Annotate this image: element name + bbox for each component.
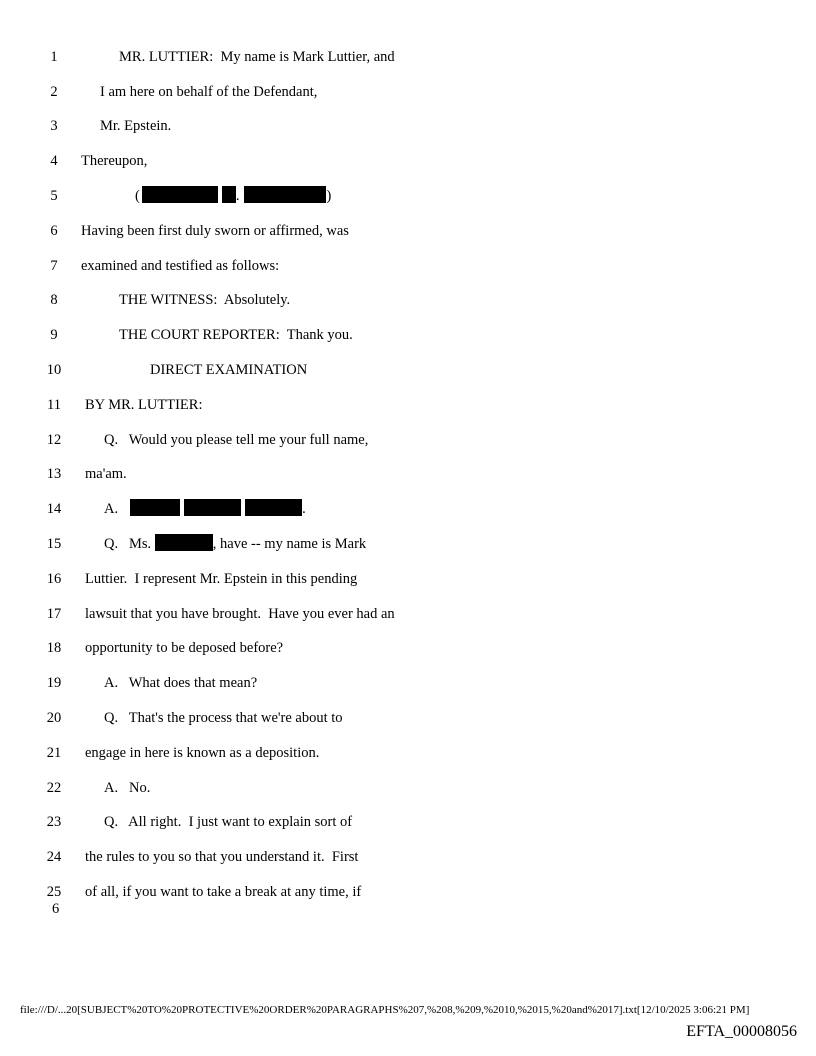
redaction-block	[130, 499, 180, 516]
line-number: 16	[46, 571, 62, 587]
line-number: 18	[46, 640, 62, 656]
line-text	[104, 534, 366, 554]
line-number: 22	[46, 780, 62, 796]
line-number: 8	[50, 292, 58, 308]
page-number: 6	[52, 901, 60, 917]
line-number: 6	[50, 223, 58, 239]
section-heading: DIRECT EXAMINATION	[150, 362, 308, 378]
line-text: engage in here is known as a deposition.	[85, 745, 320, 761]
line-text: lawsuit that you have brought. Have you ever had an	[85, 606, 395, 622]
close-paren: )	[326, 188, 332, 204]
line-number: 2	[50, 84, 58, 100]
line-text: Thereupon,	[81, 153, 148, 169]
line-text: Q. Would you please tell me your full name,	[104, 432, 369, 448]
line-number: 4	[50, 153, 58, 169]
line-number: 9	[50, 327, 58, 343]
line-number: 19	[46, 675, 62, 691]
period: .	[302, 501, 306, 517]
line-number: 23	[46, 814, 62, 830]
line-text: examined and testified as follows:	[81, 258, 280, 274]
line-number: 11	[47, 397, 61, 413]
line-text: Mr. Epstein.	[100, 118, 172, 134]
line-text: I am here on behalf of the Defendant,	[100, 84, 318, 100]
line-number: 25	[46, 884, 62, 900]
redaction-block	[244, 186, 326, 203]
line-text: Having been first duly sworn or affirmed, was	[81, 223, 349, 239]
redaction-block	[155, 534, 213, 551]
line-number: 1	[50, 49, 58, 65]
line-text	[135, 186, 331, 206]
line-number: 20	[46, 710, 62, 726]
line-number: 17	[46, 606, 62, 622]
redaction-block	[245, 499, 302, 516]
line-number: 24	[46, 849, 62, 865]
line-text: THE COURT REPORTER: Thank you.	[119, 327, 353, 343]
line-text: THE WITNESS: Absolutely.	[119, 292, 291, 308]
line-text: Q. That's the process that we're about to	[104, 710, 343, 726]
line-number: 14	[46, 501, 62, 517]
line-text: ma'am.	[85, 466, 127, 482]
redaction-block	[184, 499, 241, 516]
period: .	[235, 188, 240, 204]
line-text: Q. All right. I just want to explain sort of	[104, 814, 353, 830]
line-text: of all, if you want to take a break at any time, if	[85, 884, 362, 900]
line-text: opportunity to be deposed before?	[85, 640, 284, 656]
line-number: 13	[46, 466, 62, 482]
line-text	[104, 499, 306, 519]
redaction-block	[222, 186, 236, 203]
line-number: 10	[46, 362, 62, 378]
line-text: A. What does that mean?	[104, 675, 258, 691]
line-text: BY MR. LUTTIER:	[85, 397, 203, 413]
open-paren: (	[135, 188, 140, 204]
line-number: 12	[46, 432, 62, 448]
redaction-block	[142, 186, 218, 203]
line-number: 7	[50, 258, 58, 274]
line-text: Luttier. I represent Mr. Epstein in this pending	[85, 571, 358, 587]
line-text: MR. LUTTIER: My name is Mark Luttier, and	[119, 49, 395, 65]
line-number: 5	[50, 188, 58, 204]
line-number: 21	[46, 745, 62, 761]
question-rest: , have -- my name is Mark	[212, 536, 367, 552]
file-path-footer: file:///D/...20[SUBJECT%20TO%20PROTECTIVE%20ORDER%20PARAGRAPHS%207,%208,%209,%2010,%2015,%20and%2017].txt[12/10/2025 3:06:21 PM]	[20, 1004, 750, 1016]
answer-label: A.	[104, 501, 119, 517]
line-number: 15	[46, 536, 62, 552]
bates-number: EFTA_00008056	[686, 1023, 797, 1040]
line-text: the rules to you so that you understand it. First	[85, 849, 359, 865]
line-number: 3	[50, 118, 58, 134]
question-lead: Q. Ms.	[104, 536, 155, 552]
line-text: A. No.	[104, 780, 151, 796]
